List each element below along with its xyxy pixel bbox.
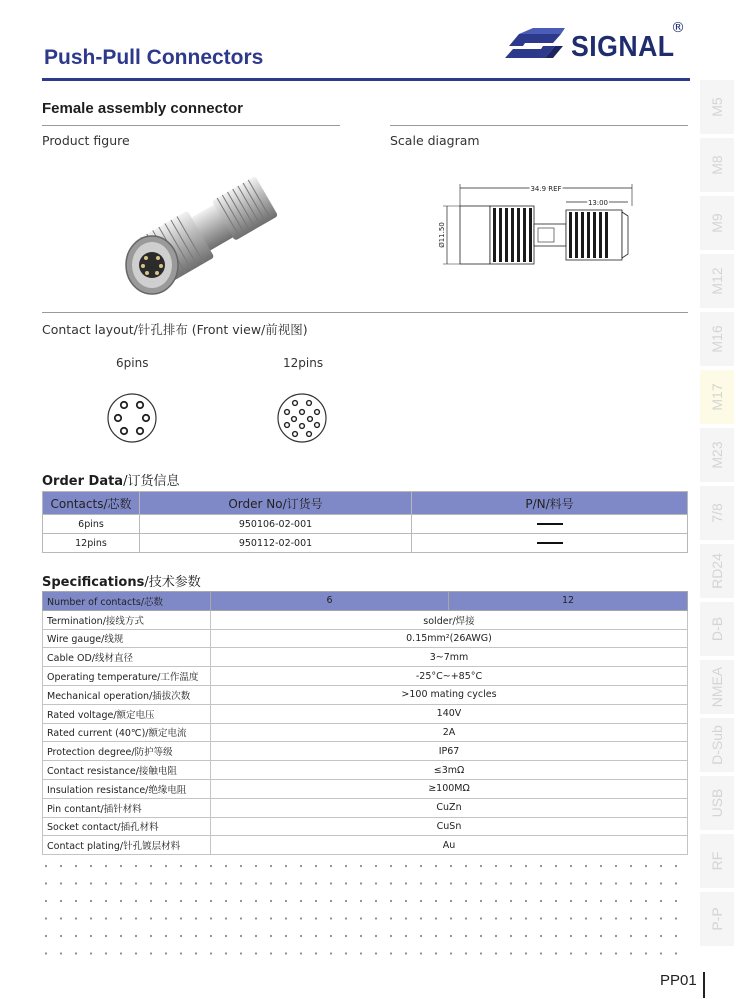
spec-label: Mechanical operation/插拔次数 — [43, 685, 211, 704]
order-header-row — [43, 492, 688, 515]
tab-p-p[interactable] — [700, 892, 736, 946]
tab-rd24[interactable] — [700, 544, 736, 598]
order-contacts: 6pins — [43, 515, 140, 534]
table-row — [43, 534, 688, 553]
page-number-bar — [703, 972, 705, 998]
registered-mark: ® — [671, 20, 685, 36]
col-pn: P/N/料号 — [412, 492, 688, 515]
table-row — [43, 742, 688, 761]
rule-right — [390, 125, 688, 126]
tab-label: M23 — [709, 441, 725, 469]
spec-label: Contact plating/针孔镀层材料 — [43, 836, 211, 855]
tab-label: USB — [709, 788, 725, 818]
table-row — [43, 779, 688, 798]
table-row — [43, 667, 688, 686]
order-number: 950112-02-001 — [140, 534, 412, 553]
scale-diagram — [438, 182, 648, 282]
tab-label: NMEA — [709, 666, 725, 708]
table-row — [43, 723, 688, 742]
spec-value: 140V — [211, 704, 688, 723]
spec-label: Socket contact/插孔材料 — [43, 817, 211, 836]
tab-label: D-Sub — [709, 725, 725, 765]
order-pn — [412, 534, 688, 553]
spec-label: Rated current (40℃)/额定电流 — [43, 723, 211, 742]
tab-label: M12 — [709, 267, 725, 295]
pin-layout-6 — [106, 392, 158, 444]
tab-m12[interactable] — [700, 254, 736, 308]
spec-label: Cable OD/线材直径 — [43, 648, 211, 667]
spec-value: -25°C~+85°C — [211, 667, 688, 686]
rule-contact — [42, 312, 688, 313]
pins-6-label: 6pins — [116, 356, 149, 370]
tab-label: M5 — [709, 97, 725, 117]
spec-label: Number of contacts/芯数 — [43, 592, 211, 611]
tab-7-8[interactable] — [700, 486, 736, 540]
spec-label: Wire gauge/线规 — [43, 629, 211, 648]
spec-value: 0.15mm²(26AWG) — [211, 629, 688, 648]
spec-value: 2A — [211, 723, 688, 742]
dotted-notes-area — [44, 864, 690, 964]
product-figure-label: Product figure — [42, 133, 130, 148]
scale-diagram-label: Scale diagram — [390, 133, 480, 148]
spec-value: CuSn — [211, 817, 688, 836]
rule-left — [42, 125, 340, 126]
spec-label: Pin contant/插针材料 — [43, 798, 211, 817]
tab-label: RD24 — [709, 553, 725, 589]
tab-m17[interactable] — [700, 370, 736, 424]
spec-label: Operating temperature/工作温度 — [43, 667, 211, 686]
table-row — [43, 610, 688, 629]
spec-value: IP67 — [211, 742, 688, 761]
table-row — [43, 629, 688, 648]
header-rule — [42, 78, 690, 81]
tab-label: 7/8 — [709, 503, 725, 523]
tab-m5[interactable] — [700, 80, 736, 134]
table-row — [43, 685, 688, 704]
order-contacts: 12pins — [43, 534, 140, 553]
tab-label: RF — [709, 851, 725, 871]
tab-label: M8 — [709, 155, 725, 175]
order-table — [42, 491, 688, 553]
tab-label: M9 — [709, 213, 725, 233]
spec-value: CuZn — [211, 798, 688, 817]
table-row — [43, 836, 688, 855]
brand-name: SIGNAL — [571, 31, 675, 63]
spec-value: >100 mating cycles — [211, 685, 688, 704]
spec-value: ≤3mΩ — [211, 761, 688, 780]
pn-dash — [537, 542, 563, 544]
table-row — [43, 798, 688, 817]
tab-label: M17 — [709, 383, 725, 411]
spec-table — [42, 591, 688, 855]
spec-value: solder/焊接 — [211, 610, 688, 629]
contact-layout-label: Contact layout/针孔排布 (Front view/前视图) — [42, 322, 308, 337]
spec-value: 3~7mm — [211, 648, 688, 667]
pin-layout-12 — [276, 392, 328, 444]
table-row — [43, 817, 688, 836]
tab-m16[interactable] — [700, 312, 736, 366]
dim-total-label: 34.9 REF — [530, 185, 562, 193]
spec-value: ≥100MΩ — [211, 779, 688, 798]
tab-d-sub[interactable] — [700, 718, 736, 772]
tab-usb[interactable] — [700, 776, 736, 830]
col-order-no: Order No/订货号 — [140, 492, 412, 515]
tab-m8[interactable] — [700, 138, 736, 192]
tab-nmea[interactable] — [700, 660, 736, 714]
signal-logo-icon — [505, 28, 567, 64]
section-title: Female assembly connector — [42, 100, 243, 117]
tab-m9[interactable] — [700, 196, 736, 250]
spec-label: Termination/接线方式 — [43, 610, 211, 629]
page-number: PP01 — [660, 972, 697, 989]
pins-12-label: 12pins — [283, 356, 324, 370]
product-photo — [110, 165, 300, 305]
table-row — [43, 704, 688, 723]
specifications-title: Specifications/技术参数 — [42, 575, 201, 590]
order-pn — [412, 515, 688, 534]
brand-logo — [505, 20, 695, 64]
table-row — [43, 515, 688, 534]
tab-d-b[interactable] — [700, 602, 736, 656]
order-data-title: Order Data/订货信息 — [42, 474, 180, 489]
dim-part-label: 13.00 — [587, 199, 609, 207]
dim-diameter-label: Ø11.50 — [438, 222, 446, 248]
tab-m23[interactable] — [700, 428, 736, 482]
pn-dash — [537, 523, 563, 525]
order-number: 950106-02-001 — [140, 515, 412, 534]
tab-label: M16 — [709, 325, 725, 353]
table-row — [43, 761, 688, 780]
tab-rf[interactable] — [700, 834, 736, 888]
spec-label: Insulation resistance/绝缘电阻 — [43, 779, 211, 798]
spec-col-12: 12 — [449, 592, 688, 611]
spec-col-6: 6 — [211, 592, 449, 611]
spec-header-row — [43, 592, 688, 611]
spec-label: Contact resistance/接触电阻 — [43, 761, 211, 780]
col-contacts: Contacts/芯数 — [43, 492, 140, 515]
table-row — [43, 648, 688, 667]
spec-value: Au — [211, 836, 688, 855]
page-title: Push-Pull Connectors — [44, 46, 264, 69]
tab-label: P-P — [709, 907, 725, 931]
spec-label: Protection degree/防护等级 — [43, 742, 211, 761]
spec-label: Rated voltage/额定电压 — [43, 704, 211, 723]
tab-label: D-B — [709, 616, 725, 642]
